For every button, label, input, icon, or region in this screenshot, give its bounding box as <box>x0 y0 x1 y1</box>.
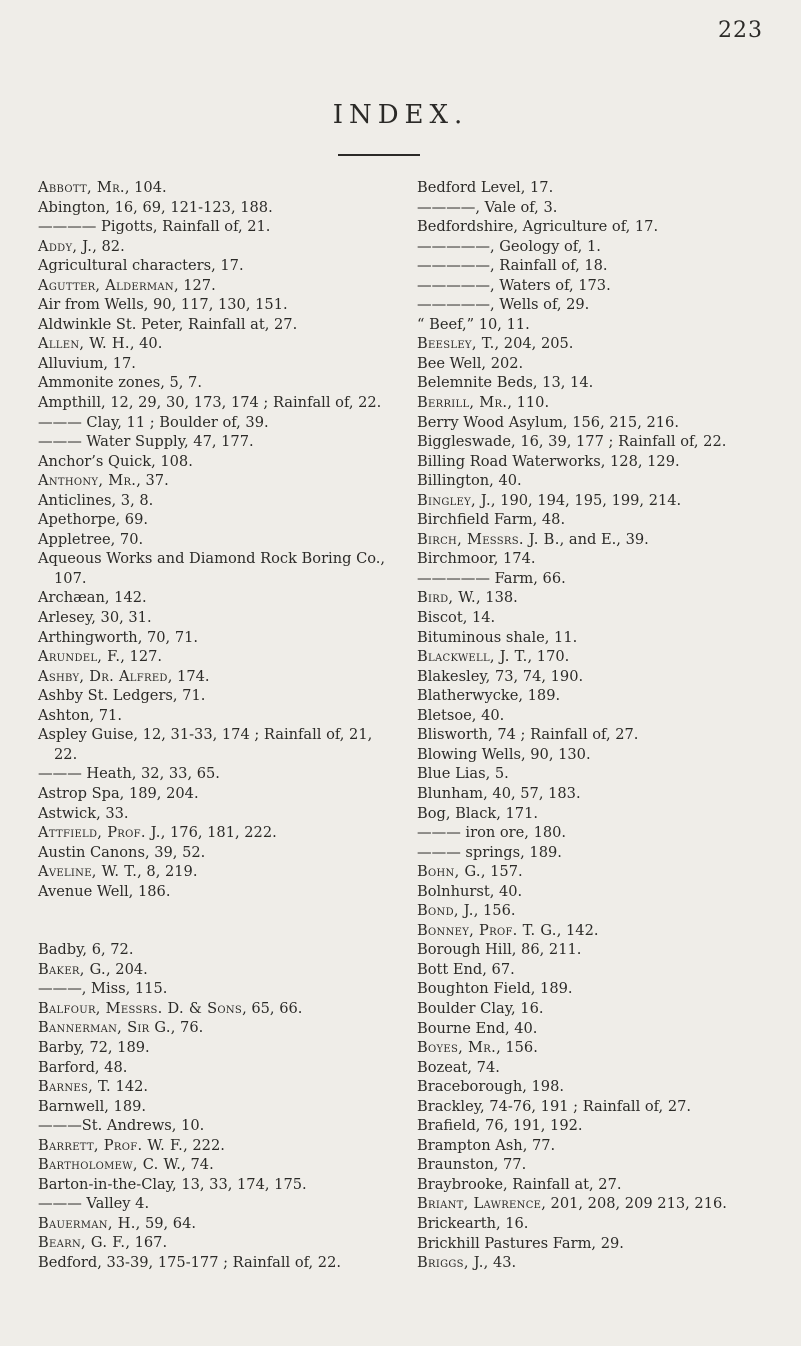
index-entry-text: Alluvium, 17. <box>38 354 136 372</box>
index-entry <box>417 628 789 648</box>
index-entry-text: Bourne End, 40. <box>417 1019 538 1037</box>
index-entry <box>38 178 398 198</box>
index-entry <box>417 1194 789 1214</box>
index-entry-text: Astrop Spa, 189, 204. <box>38 784 199 802</box>
index-entry-text: , 43. <box>483 1254 517 1272</box>
index-entry-name: Boyes, Mr. <box>417 1039 497 1057</box>
index-entry-name: Balfour, Messrs. D. & Sons <box>38 999 243 1017</box>
index-entry <box>38 510 398 530</box>
index-entry <box>417 315 789 335</box>
index-entry <box>38 862 398 882</box>
index-entry-text: Brickearth, 16. <box>417 1214 529 1232</box>
index-entry <box>417 588 789 608</box>
index-entry-text: , 156. <box>496 1039 538 1057</box>
index-entry-text: , 174. <box>167 667 210 685</box>
index-entry <box>38 1116 398 1136</box>
index-entry <box>417 1136 789 1156</box>
index-entry-text: Anchor’s Quick, 108. <box>38 452 193 470</box>
index-entry-text: , 127. <box>173 276 216 294</box>
index-entry-text: Bott End, 67. <box>417 960 515 978</box>
index-entry-text: Austin Canons, 39, 52. <box>38 843 206 861</box>
index-entry-text: ———— Pigotts, Rainfall of, 21. <box>38 218 271 236</box>
index-entry <box>417 217 789 237</box>
index-entry-text: Blue Lias, 5. <box>417 765 509 783</box>
index-entry <box>417 471 789 491</box>
index-entry <box>417 940 789 960</box>
index-entry-text: Bee Well, 202. <box>417 354 524 372</box>
index-entry <box>417 647 789 667</box>
group-separator <box>38 901 398 940</box>
index-entry-text: , 204. <box>106 960 148 978</box>
index-entry <box>417 862 789 882</box>
index-entry-name: Bird, W. <box>417 589 476 607</box>
index-entry-text: ——— Heath, 32, 33, 65. <box>38 765 220 783</box>
index-entry-name: Bannerman, Sir G. <box>38 1019 171 1037</box>
index-entry <box>38 256 398 276</box>
index-entry-text: Birchmoor, 174. <box>417 550 536 568</box>
index-entry <box>417 1097 789 1117</box>
index-entry <box>38 432 398 452</box>
index-entry-text: ——— Valley 4. <box>38 1195 150 1213</box>
index-entry <box>417 823 789 843</box>
index-entry <box>38 1155 398 1175</box>
index-entry <box>417 1234 789 1254</box>
index-entry-text: Ampthill, 12, 29, 30, 173, 174 ; Rainfall of, 22. <box>38 394 382 412</box>
index-entry <box>38 1233 398 1253</box>
index-entry-text: , 74. <box>181 1156 214 1174</box>
index-entry-text: , 127. <box>120 648 163 666</box>
index-entry-name: Anthony, Mr. <box>38 472 137 490</box>
index-entry-name: Bauerman, H. <box>38 1214 136 1232</box>
index-entry-text: , 190, 194, 195, 199, 214. <box>490 491 682 509</box>
index-entry-text: , 157. <box>480 863 523 881</box>
index-entry <box>38 549 398 588</box>
index-entry-text: , 40. <box>129 335 163 353</box>
index-entry-text: Brampton Ash, 77. <box>417 1136 556 1154</box>
index-entry <box>417 413 789 433</box>
index-entry-name: Arundel, F. <box>38 648 121 666</box>
index-entry-text: Apethorpe, 69. <box>38 511 149 529</box>
index-entry-text: Ashton, 71. <box>38 706 122 724</box>
index-entry-name: Attfield, Prof. J. <box>38 824 161 842</box>
index-entry <box>417 373 789 393</box>
index-entry-text: Blunham, 40, 57, 183. <box>417 784 581 802</box>
index-entry <box>38 667 398 687</box>
index-entry-text: Arlesey, 30, 31. <box>38 609 152 627</box>
index-entry-text: Birchfield Farm, 48. <box>417 511 566 529</box>
index-entry-text: Ammonite zones, 5, 7. <box>38 374 202 392</box>
index-entry-text: , 82. <box>92 237 125 255</box>
index-entry-text: Braybrooke, Rainfall at, 27. <box>417 1175 622 1193</box>
index-entry-text: Bedford Level, 17. <box>417 179 554 196</box>
index-entry <box>38 804 398 824</box>
index-entry-name: Baker, G. <box>38 960 107 978</box>
index-entry <box>38 1214 398 1234</box>
index-entry-text: Astwick, 33. <box>38 804 129 822</box>
index-entry <box>38 198 398 218</box>
index-entry-text: , 167. <box>125 1234 168 1252</box>
index-entry-text: Boughton Field, 189. <box>417 980 573 998</box>
index-entry <box>38 1097 398 1117</box>
index-entry-text: Archæan, 142. <box>38 589 147 607</box>
index-entry-name: Ashby, Dr. Alfred <box>38 667 168 685</box>
index-entry <box>38 608 398 628</box>
index-entry-text: Barford, 48. <box>38 1058 128 1076</box>
index-entry-text: , 222. <box>183 1136 225 1154</box>
index-entry-text: Billington, 40. <box>417 472 522 490</box>
index-entry-text: ——— Water Supply, 47, 177. <box>38 433 254 451</box>
index-entry <box>417 354 789 374</box>
index-group-b-continued <box>417 178 789 1273</box>
index-entry-text: , 8, 219. <box>137 863 198 881</box>
index-entry-text: Blatherwycke, 189. <box>417 687 561 705</box>
index-entry <box>38 823 398 843</box>
index-entry-text: Blowing Wells, 90, 130. <box>417 745 591 763</box>
index-entry <box>38 373 398 393</box>
index-entry-name: Blackwell, J. T. <box>417 648 528 666</box>
index-entry <box>38 295 398 315</box>
index-entry-text: ——— springs, 189. <box>417 843 562 861</box>
index-entry <box>417 491 789 511</box>
index-entry-text: Brickhill Pastures Farm, 29. <box>417 1234 624 1252</box>
index-entry <box>38 491 398 511</box>
index-entry-name: Addy, J. <box>38 237 93 255</box>
index-entry-name: Bartholomew, C. W. <box>38 1156 182 1174</box>
index-entry-text: Blakesley, 73, 74, 190. <box>417 667 584 685</box>
index-entry <box>417 510 789 530</box>
index-entry <box>417 1175 789 1195</box>
index-entry-text: , 110. <box>507 394 550 412</box>
index-entry-text: ————— Farm, 66. <box>417 569 566 587</box>
index-entry-text: Avenue Well, 186. <box>38 882 171 900</box>
index-entry-text: Aldwinkle St. Peter, Rainfall at, 27. <box>38 315 298 333</box>
index-entry-text: Bolnhurst, 40. <box>417 882 523 900</box>
page-title: INDEX. <box>332 100 469 130</box>
index-entry <box>417 686 789 706</box>
index-entry-text: ————, Vale of, 3. <box>417 198 558 216</box>
index-entry <box>38 999 398 1019</box>
index-entry <box>417 1019 789 1039</box>
index-entry <box>38 237 398 257</box>
index-entry-text: Bedfordshire, Agriculture of, 17. <box>417 218 659 236</box>
index-entry-name: Beesley, T. <box>417 335 495 353</box>
index-entry-text: , 65, 66. <box>242 999 303 1017</box>
index-entry-text: Appletree, 70. <box>38 530 144 548</box>
index-entry-text: Bletsoe, 40. <box>417 706 505 724</box>
index-entry <box>38 843 398 863</box>
index-entry-text: , 156. <box>473 902 516 920</box>
index-entry-text: Badby, 6, 72. <box>38 941 134 959</box>
index-group-b <box>38 940 398 1272</box>
index-entry-name: Birch, Messrs. J. B. <box>417 530 560 548</box>
index-entry <box>417 979 789 999</box>
index-entry-text: Anticlines, 3, 8. <box>38 491 154 509</box>
index-entry <box>417 960 789 980</box>
index-entry-text: Arthingworth, 70, 71. <box>38 628 199 646</box>
index-entry <box>38 1253 398 1273</box>
index-entry <box>417 393 789 413</box>
index-entry <box>417 667 789 687</box>
index-entry <box>38 393 398 413</box>
index-entry <box>417 706 789 726</box>
index-entry <box>38 1175 398 1195</box>
index-entry <box>38 1018 398 1038</box>
index-entry-name: Bohn, G. <box>417 863 481 881</box>
index-entry-text: —————, Geology of, 1. <box>417 237 601 255</box>
index-entry <box>417 804 789 824</box>
index-entry <box>417 549 789 569</box>
index-entry-text: Ashby St. Ledgers, 71. <box>38 687 206 705</box>
index-entry-text: —————, Waters of, 173. <box>417 276 611 294</box>
index-entry <box>417 1077 789 1097</box>
index-entry <box>38 315 398 335</box>
index-entry <box>38 452 398 472</box>
index-entry-text: Billing Road Waterworks, 128, 129. <box>417 452 680 470</box>
index-entry-name: Barrett, Prof. W. F. <box>38 1136 184 1154</box>
index-entry-text: ——— Clay, 11 ; Boulder of, 39. <box>38 413 269 431</box>
index-entry <box>38 706 398 726</box>
index-entry-name: Bingley, J. <box>417 491 491 509</box>
index-column-right <box>417 178 789 1273</box>
index-entry-text: Bedford, 33-39, 175-177 ; Rainfall of, 22. <box>38 1253 341 1271</box>
index-entry-name: Abbott, Mr. <box>38 179 125 196</box>
index-entry <box>417 1214 789 1234</box>
index-entry <box>417 999 789 1019</box>
index-entry-name: Bearn, G. F. <box>38 1234 126 1252</box>
index-entry-name: Barnes, T. <box>38 1078 111 1096</box>
index-entry <box>417 1116 789 1136</box>
index-entry <box>38 530 398 550</box>
index-entry-text: Air from Wells, 90, 117, 130, 151. <box>38 296 288 314</box>
index-entry <box>38 764 398 784</box>
index-entry-text: ———St. Andrews, 10. <box>38 1117 205 1135</box>
index-entry <box>417 237 789 257</box>
index-entry <box>38 354 398 374</box>
index-entry <box>38 882 398 902</box>
index-entry-text: , 170. <box>527 648 570 666</box>
index-entry-text: Abington, 16, 69, 121-123, 188. <box>38 198 273 216</box>
index-entry <box>38 1136 398 1156</box>
index-entry-text: Barton-in-the-Clay, 13, 33, 174, 175. <box>38 1175 307 1193</box>
index-entry-text: Bituminous shale, 11. <box>417 628 578 646</box>
index-entry-name: Allen, W. H. <box>38 335 130 353</box>
index-entry <box>417 784 789 804</box>
index-entry <box>417 901 789 921</box>
index-entry-text: , 104. <box>124 179 167 196</box>
index-entry <box>417 921 789 941</box>
index-entry <box>38 588 398 608</box>
index-entry <box>417 1155 789 1175</box>
index-entry-text: Bog, Black, 171. <box>417 804 539 822</box>
index-entry <box>417 276 789 296</box>
index-entry-name: Agutter, Alderman <box>38 276 174 294</box>
index-entry-text: ——— iron ore, 180. <box>417 824 567 842</box>
index-entry-name: Bonney, Prof. T. G. <box>417 921 557 939</box>
index-entry-text: , 59, 64. <box>135 1214 197 1232</box>
index-entry <box>38 686 398 706</box>
index-entry-text: Biscot, 14. <box>417 609 496 627</box>
index-entry-text: —————, Rainfall of, 18. <box>417 257 608 275</box>
index-entry <box>417 178 789 198</box>
index-entry <box>38 647 398 667</box>
index-entry <box>38 276 398 296</box>
index-entry <box>417 882 789 902</box>
title-divider <box>338 154 420 156</box>
index-entry <box>417 452 789 472</box>
index-entry <box>38 960 398 980</box>
index-entry <box>417 1253 789 1273</box>
index-entry-text: Barby, 72, 189. <box>38 1038 150 1056</box>
index-entry-text: ———, Miss, 115. <box>38 980 168 998</box>
index-entry <box>38 628 398 648</box>
index-entry <box>417 256 789 276</box>
index-entry-text: Braunston, 77. <box>417 1156 527 1174</box>
index-entry-text: “ Beef,” 10, 11. <box>417 315 530 333</box>
index-entry-name: Briggs, J. <box>417 1254 484 1272</box>
index-entry-text: Blisworth, 74 ; Rainfall of, 27. <box>417 726 639 744</box>
index-entry-text: Bozeat, 74. <box>417 1058 500 1076</box>
index-entry-text: Borough Hill, 86, 211. <box>417 941 582 959</box>
index-entry <box>417 334 789 354</box>
index-entry <box>38 784 398 804</box>
index-entry <box>38 1077 398 1097</box>
index-entry-text: , 201, 208, 209 213, 216. <box>541 1195 727 1213</box>
index-entry <box>417 432 789 452</box>
index-entry-text: , 176, 181, 222. <box>160 824 277 842</box>
index-entry-text: , 76. <box>170 1019 204 1037</box>
index-entry <box>38 413 398 433</box>
index-entry-text: Belemnite Beds, 13, 14. <box>417 374 594 392</box>
index-entry <box>38 1194 398 1214</box>
index-entry <box>38 1038 398 1058</box>
index-entry <box>417 745 789 765</box>
index-entry <box>38 471 398 491</box>
page-number: 223 <box>718 18 763 43</box>
index-entry <box>417 569 789 589</box>
index-entry-text: Aqueous Works and Diamond Rock Boring Co., 107. <box>38 550 386 587</box>
index-entry-text: , 138. <box>476 589 518 607</box>
index-entry <box>38 940 398 960</box>
index-entry-name: Aveline, W. T. <box>38 863 138 881</box>
index-entry-text: , 142. <box>556 921 599 939</box>
index-entry-text: Barnwell, 189. <box>38 1097 147 1115</box>
index-entry-text: , 37. <box>136 472 169 490</box>
index-entry <box>417 198 789 218</box>
index-entry <box>38 1058 398 1078</box>
index-entry-name: Bond, J. <box>417 902 474 920</box>
index-entry-name: Berrill, Mr. <box>417 394 508 412</box>
index-entry <box>38 334 398 354</box>
index-entry <box>38 217 398 237</box>
index-entry <box>417 295 789 315</box>
index-entry <box>417 530 789 550</box>
index-entry-text: —————, Wells of, 29. <box>417 296 590 314</box>
index-entry <box>417 1038 789 1058</box>
index-entry-text: Braceborough, 198. <box>417 1078 565 1096</box>
index-entry <box>38 979 398 999</box>
index-entry-text: , 204, 205. <box>494 335 574 353</box>
index-entry <box>38 725 398 764</box>
index-entry <box>417 725 789 745</box>
index-entry-text: Boulder Clay, 16. <box>417 999 544 1017</box>
index-column-left <box>38 178 398 1273</box>
index-entry-text: Biggleswade, 16, 39, 177 ; Rainfall of, 22. <box>417 433 727 451</box>
index-entry <box>417 843 789 863</box>
index-entry-text: Agricultural characters, 17. <box>38 257 244 275</box>
index-entry-text: , and E., 39. <box>559 530 649 548</box>
index-entry <box>417 764 789 784</box>
index-entry-text: Brackley, 74-76, 191 ; Rainfall of, 27. <box>417 1097 692 1115</box>
index-entry-text: 142. <box>110 1078 149 1096</box>
index-entry-text: Aspley Guise, 12, 31-33, 174 ; Rainfall of, 21, 22. <box>38 726 373 763</box>
index-entry <box>417 608 789 628</box>
index-entry-name: Briant, Lawrence <box>417 1195 542 1213</box>
index-entry <box>417 1058 789 1078</box>
index-entry-text: Brafield, 76, 191, 192. <box>417 1117 583 1135</box>
index-entry-text: Berry Wood Asylum, 156, 215, 216. <box>417 413 679 431</box>
index-group-a <box>38 178 398 901</box>
